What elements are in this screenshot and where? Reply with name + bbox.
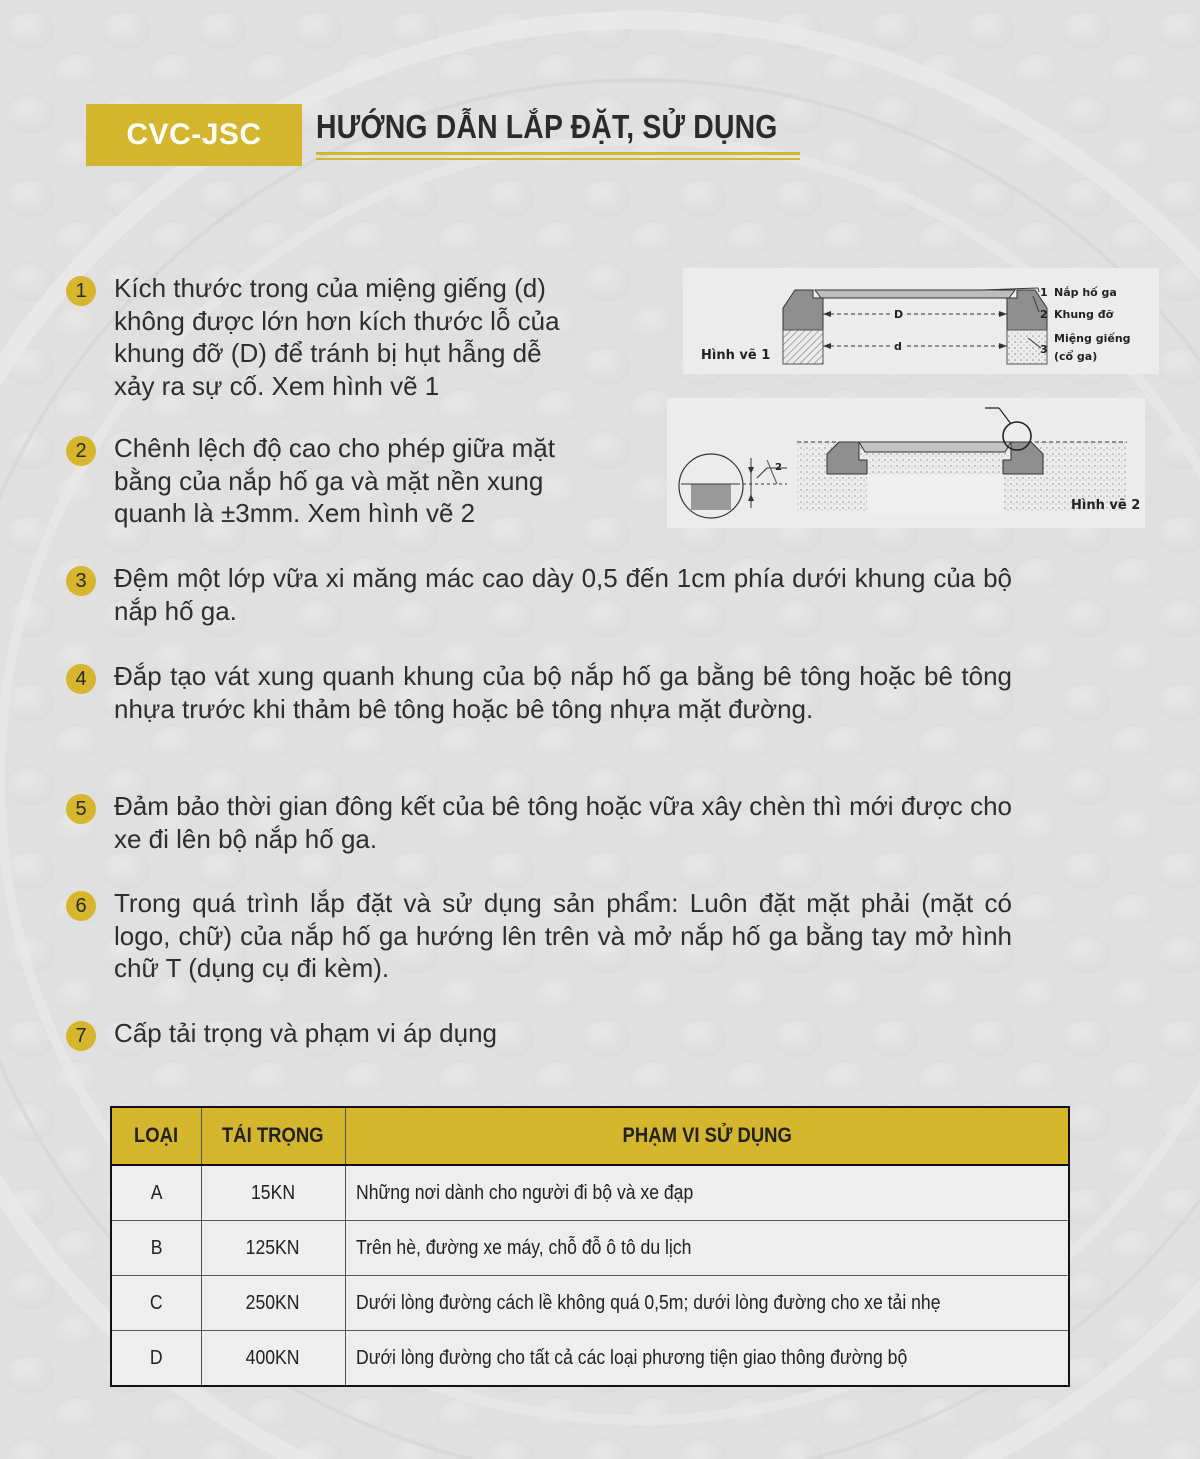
part-label: Khung đỡ: [1054, 308, 1114, 321]
cell-text: Trên hè, đường xe máy, chỗ đỗ ô tô du lịch: [355, 1236, 691, 1259]
step-line: không được lớn hơn kích thước lỗ của: [114, 305, 560, 336]
figure-caption: Hình vẽ 1: [701, 348, 771, 363]
step-text: Đệm một lớp vữa xi măng mác cao dày 0,5 đến 1cm phía dưới khung của bộ nắp hố ga.: [114, 563, 1012, 626]
table-cell: [345, 1221, 1069, 1276]
cell-text: C: [149, 1291, 163, 1314]
part-label: (cổ ga): [1054, 350, 1098, 363]
step-line: quanh là ±3mm. Xem hình vẽ 2: [114, 498, 476, 528]
dim-label: 2: [775, 462, 782, 473]
table-cell: [111, 1165, 201, 1221]
cell-text: A: [150, 1181, 163, 1204]
step-line: bằng của nắp hố ga và mặt nền xung: [114, 465, 544, 496]
brand-badge: CVC-JSC: [86, 104, 302, 166]
part-label: Nắp hố ga: [1054, 286, 1117, 299]
table-cell: [345, 1276, 1069, 1331]
figure-caption: Hình vẽ 2: [1071, 498, 1141, 513]
column-header: [345, 1107, 1069, 1165]
title-underline: [316, 152, 800, 155]
header-label: TẢI TRỌNG: [222, 1124, 324, 1147]
column-header: [111, 1107, 201, 1165]
table-cell: [201, 1331, 345, 1387]
part-number: 1: [1040, 286, 1048, 299]
step-number: 1: [66, 276, 96, 306]
dim-label: D: [891, 308, 906, 321]
table-cell: [345, 1331, 1069, 1387]
column-header: [201, 1107, 345, 1165]
table-header-row: [111, 1107, 1069, 1165]
figure-1-diagram: [683, 268, 1159, 374]
table-cell: [111, 1276, 201, 1331]
table-cell: [345, 1165, 1069, 1221]
part-label: Miệng giếng: [1054, 332, 1131, 345]
step-text: [114, 432, 674, 530]
table-row: [111, 1331, 1069, 1387]
header-label: LOẠI: [134, 1124, 179, 1147]
step-line: khung đỡ (D) để tránh bị hụt hẫng dễ: [114, 338, 542, 368]
table-row: [111, 1165, 1069, 1221]
part-number: 3: [1040, 343, 1048, 356]
table-cell: [201, 1276, 345, 1331]
part-number: 2: [1040, 308, 1048, 321]
cell-text: D: [149, 1346, 163, 1369]
table-cell: [111, 1221, 201, 1276]
step-line: Kích thước trong của miệng giếng (d): [114, 273, 546, 303]
table-cell: [201, 1221, 345, 1276]
step-text: Đắp tạo vát xung quanh khung của bộ nắp hố ga bằng bê tông hoặc bê tông nhựa trước khi thảm bê tông hoặc bê tông nhựa mặt đường.: [114, 661, 1012, 724]
cell-text: 400KN: [246, 1346, 300, 1369]
step-text: Đảm bảo thời gian đông kết của bê tông hoặc vữa xây chèn thì mới được cho xe đi lên bộ nắp hố ga.: [114, 791, 1012, 854]
cell-text: 15KN: [250, 1181, 296, 1204]
page-title: HƯỚNG DẪN LẮP ĐẶT, SỬ DỤNG: [316, 108, 778, 145]
step-number: 5: [66, 794, 96, 824]
step-number: 3: [66, 566, 96, 596]
table-cell: [201, 1165, 345, 1221]
table-row: [111, 1221, 1069, 1276]
cell-text: B: [150, 1236, 163, 1259]
title-underline-thin: [316, 158, 800, 160]
load-class-table: [110, 1106, 1070, 1387]
table-row: [111, 1276, 1069, 1331]
dim-label: d: [891, 340, 905, 353]
step-number: 4: [66, 664, 96, 694]
cell-text: Dưới lòng đường cho tất cả các loại phương tiện giao thông đường bộ: [355, 1346, 907, 1369]
table-cell: [111, 1331, 201, 1387]
header-label: PHẠM VI SỬ DỤNG: [622, 1124, 792, 1147]
step-number: 7: [66, 1021, 96, 1051]
step-number: 2: [66, 436, 96, 466]
step-line: Chênh lệch độ cao cho phép giữa mặt: [114, 433, 555, 463]
cell-text: 125KN: [246, 1236, 300, 1259]
step-number: 6: [66, 891, 96, 921]
cell-text: Những nơi dành cho người đi bộ và xe đạp: [355, 1181, 693, 1204]
step-text: Cấp tải trọng và phạm vi áp dụng: [114, 1018, 498, 1048]
step-text: [114, 272, 674, 402]
cell-text: Dưới lòng đường cách lề không quá 0,5m; dưới lòng đường cho xe tải nhẹ: [355, 1291, 940, 1314]
cell-text: 250KN: [246, 1291, 300, 1314]
figure-2-diagram: [667, 398, 1145, 528]
step-text: Trong quá trình lắp đặt và sử dụng sản phẩm: Luôn đặt mặt phải (mặt có logo, chữ) của nắp hố ga hướng lên trên và mở nắp hố ga bằng tay mở hình chữ T (dụng cụ đi kèm).: [114, 888, 1012, 983]
step-line: xảy ra sự cố. Xem hình vẽ 1: [114, 370, 440, 401]
